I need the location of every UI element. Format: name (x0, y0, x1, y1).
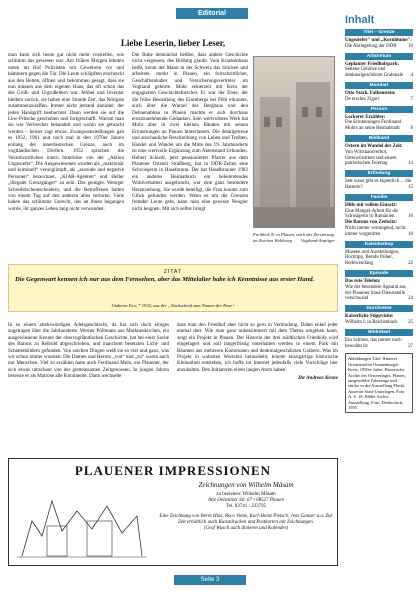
toc-entry[interactable] (345, 314, 413, 326)
historic-photo (253, 56, 335, 228)
quote-label: ZITAT (163, 269, 183, 275)
toc-section-7: Kaleidoskop (345, 241, 413, 248)
toc-section-4: Bildband (345, 135, 413, 142)
advert-line-5: (Graf Wusch auch dinieren und Kalender) (203, 526, 289, 532)
toc-entry[interactable] (345, 203, 413, 220)
toc-entry-heading: Ungeziefer" und „Kornblume": (345, 38, 412, 43)
toc-entry-page: 4 (410, 73, 413, 79)
toc-entry-text: De erschte Zigarr (345, 96, 380, 102)
toc-entry-heading: Kaiserliche Stippvisite: (345, 314, 394, 320)
editorial2-col-1: In so einem altehrwürdigen Adelsgeschlecht, da hat sich doch einiges zugetragen über die Jahrhunderte. Werner Pöllmann aus Markneukirchen, ein ausgewiesener Kenner der obervogtländischen Geschichte, hat bei einer Sache des Barons zu Reibold abgeschrieben, und manchem besetzten Licht- und Schattenbildern gefunden. Von solchen Dingen weiß sie so viel und ganz, was wir schon immer wussten: Die Damen und Herren „von“ und „zu“ waren auch nur Menschen. Viel zu erzählen hatte auch Ferdinand Mohr, ein Plauener, der sich etwas umschaut von der gemeinsamen Zeitgenossen. In jungen Jahren bereiste er als Matrose alle Kontinente. Dann wechselte (8, 322, 169, 380)
toc-entry-heading: Ostern im Wandel der Zeit: (345, 143, 403, 149)
town-sketch-icon (17, 481, 147, 563)
toc-entry[interactable] (345, 179, 413, 191)
building-sketch-icon (254, 57, 335, 228)
advertisement (8, 458, 338, 566)
toc-entry[interactable] (345, 250, 413, 267)
toc-entry-text: Wie der besondere Apparat aus der Plauener Stasi-Dienststelle verschwand (345, 284, 406, 302)
toc-entry-page: 10 (408, 43, 413, 49)
editorial-columns (8, 52, 248, 212)
toc-entry[interactable] (345, 115, 413, 132)
toc-section-2: Mundart (345, 82, 413, 89)
toc-entry-page: 16 (408, 214, 413, 220)
toc-entry-page: 27 (408, 343, 413, 349)
toc-section-3: Person (345, 106, 413, 113)
toc-entry-heading: Lockerer Erzähler: (345, 114, 386, 120)
editorial-col-1: man kann sich heute gar nicht mehr vorstellen, wie schlimm das gewesen war: Am frühen Morgen lehnten unten im Hof Polizisten mit Gewehren vor und hämmern gegen die Tür. Die Leute schlüpften erschreckt aus den Betten, öffnen und bekommen gesagt, dass sie nun müssen aus dem eigenen Haus, das oft schon das der Groß- und Urgroßeltern war. Möbel und Inventar bleiben zurück, sie haben eine Stunde Zeit, das Nötigste zusammenzuraffen. Immer nicht jemand darunter, der jeden Handgriff beobachtet. Dann werden sie auf die Lkw-Pritsche geschoben und fortgeschafft. Warum man sie wie Verbrecher behandelt und wohin sie gebracht werden – keiner sagt etwas. Zwangsumsiedlungen gab es 1952, 1961 und noch mal in den 1970er Jahren entlang der innerdeutschen Grenze, auch im vogtländischen Dörfern. 1952 sprachen die Verantwortlichen intern bitterböse von der „Aktion Ungeziefer“. Die Ausgewiesenen wurden als „reaktionär und kriminell“ verunglimpft, als „asoziale und negative Personen“ bezeichnet, „KIAR-Agenten“ und Heller „illegaler Grenzgänger“ zu sein. Das genügte. Weniger Schreibtischentscheidern, und die Betroffenen hatten von einem Tag auf den anderen alles verloren. Viele haben das schlimme Unrecht, das an ihnen begangen wurde, ihr ganzes Leben lang nicht verwunden. (8, 52, 124, 212)
editorial2-col-2 (177, 322, 338, 382)
advert-line-2: Alte Oelsnitzer Str. 67 • 08527 Plauen (207, 498, 285, 504)
toc-entry-page: 25 (408, 319, 413, 325)
toc-entry-text: Seit wann gibt es eigentlich ... die Batterie? (345, 179, 412, 190)
advert-line-4: Eine Zeichnung von Bernt Hinz, Reco Vomé, Karl-Heinz Pietsch, Jens Ganzer u.a. Zur Zeit erhältlich auch Kunstdrucken und Postkarten mit Zeichnungen. (159, 513, 333, 525)
photo-caption (253, 232, 335, 243)
toc-entry-heading: Hilfe mit vollem Einsatz: (345, 202, 398, 208)
toc-section-10: Bildrätsel (345, 329, 413, 336)
toc-image-credits: Abbildungen Titel: Hinterer Grenzstreifen Oranienburger Kreis, 1950er Jahre. Historische Archiv des Ortsverlages, Plauen, ausgewählte Fahrzeuge und -stücke in der Ausstellung Flucht Ausreise Stasi-Unterlagen. Foto: A. S. 18: Bilder Archiv, Ausstellung, Foto: Denkschrift, 1950 (345, 353, 413, 413)
toc-section-1: Arboretum (345, 53, 413, 60)
toc-section-5: Erfindung (345, 170, 413, 177)
toc-entry-heading: Das rote Telefon: (345, 278, 381, 284)
advert-title: PLAUENER IMPRESSIONEN (74, 463, 272, 478)
toc-entry-text: Ein Schloss, das immer noch bewohnt ist (345, 337, 402, 349)
toc-section-0: Titel – Grenze (345, 29, 413, 36)
photo-image (253, 56, 335, 228)
toc-title: Inhalt (345, 14, 375, 26)
toc-entry-page: 24 (408, 296, 413, 302)
toc-list (345, 29, 413, 349)
quote-box (8, 264, 338, 312)
toc-entry-text: Die Erinnerungen Ferdinand Mohrs an seine Heimatstadt (345, 120, 401, 132)
quote-source: Umberto Eco, * 1932, aus der „Nachschrift zum Namen der Rose“ (111, 303, 235, 308)
toc-entry-text: Wilhelm I. in Reichenbach (345, 319, 398, 325)
toc-entry-text: Museen und Ausstellungen, Buchtipp, Berufe früher, Redewendung (345, 249, 400, 267)
editorial-col-2: Die Ruhe demnächst heißen, dass andere Geschichte nicht vergessen, des Bildung glaubt. Vom Krankenhaus heißt, kennt der Mann in der Schweiz das Stücken und arbeitete, merkt in Plauen, ein fortschrittlicher, Geschäftsinhaber und Versicherungsvertreter im Vogtland gehörte. Mohr seinerzeit mit Kern der engagierten Geschichtsforscher. Er war der Erste, der die frühe Besiedlung des Eisenbergs bei Pöhl erkannte, auch über die Wurzel des Bergbaus und den Dehnenabbau in Plauen machte er sich durchaus ernstzunehmende Gedanken. Sein wertvollstes Werk hat Mohr aber in zwei kleinen Bänden mit seinen Erinnerungen an Plauen hinterlassen. Die detailgetreue und anschauliche Beschreibung von Leben und Treiben, Handel und Wandel um die Mitte des 19. Jahrhunderts ist eine wertvolle Ergänzung zum Aktenstand Urkunden. Hubert Schiedl, jetzt pensionierter Pfarrer aus dem Plauener Ortsteil Straßberg, hat in DDR-Zeiten eine Schwiegerin in Haselbrunn. Der hat Haselbrunner 1982 ein anderes Heimatbuch ein beleumdendes Wohlverhalten ausgebracht, war eine ganz besondere Heranziehung. Sie wurde beteiligt, die Frau konnte zum Glück gefunden werden. Wenn es um die Grenzen fremder Leute geht, kann man eine gewisse Neugier nicht leugnen. Mit sich selbst bringt (132, 52, 248, 212)
signature: Ihr Andreas Krone (298, 375, 338, 382)
toc-section-9: Durchreise (345, 305, 413, 312)
toc-entry[interactable] (345, 338, 413, 350)
quote-text: Die Gegenwart kennen ich nur aus dem Fernsehen, aber das Mittelalter habe ich Kenntnisse aus erster Hand. (15, 276, 315, 283)
toc-section-6: Familie (345, 194, 413, 201)
page-number: Seite 3 (174, 575, 246, 585)
toc-entry-page: 8 (410, 126, 413, 132)
section-header: Editorial (176, 8, 248, 19)
photo-caption-text: Freiblick N. in Plauen, nach der Zerstörung im Zweiten Weltkrieg (253, 232, 334, 243)
table-of-contents (345, 14, 413, 413)
toc-entry-page: 14 (408, 161, 413, 167)
toc-entry-heading: Die Barone von Zedwitz: (345, 220, 397, 226)
toc-entry[interactable] (345, 38, 413, 50)
toc-entry-page: 15 (408, 184, 413, 190)
advert-line-1: zu beziehen: Wilhelm Mäsam (216, 492, 276, 497)
toc-entry[interactable] (345, 279, 413, 302)
editorial2-col-2-text: dass man den Friedhof aber nicht so gern in Verbindung. Dabei enkel jeder einmal dort. Wie man ganz unbekümmert mit dem Thema umgehen kann, zeigt ein Projekt in Plauen. Der Historie der drei städtischen Friedhöfe wird eingelagert und soll längerfristig unterhalten werden in einem Park mit Bäumen aus mehreren Kommunen und denkmalgeschützten Gräbern. Was im Projekt in wahrsten Wortsinn heraushebt, könnte einzigartige historische Kleinarbeit entstehen, ich hoffe im Internet jedenfalls viele Vorschläge hier anzuhalten. Den Initiatoren einen langen Atem haben. (177, 322, 338, 373)
toc-entry-text: Eine Mangel-Arbeit für die Schwägerin in Rumänien (345, 208, 399, 220)
toc-entry-page: 7 (410, 96, 413, 102)
toc-entry[interactable] (345, 91, 413, 103)
toc-entry[interactable] (345, 62, 413, 79)
toc-section-8: Episode (345, 270, 413, 277)
advert-subtitle: Zeichnungen von Wilhelm Mäsam (198, 481, 294, 489)
toc-entry-text: Von Wirtshausverbot, Osterwürdchen und einem patriotischen Feiertag (345, 149, 397, 167)
toc-entry-text: Nicht immer vermögend, nicht immer vorgeritten (345, 225, 406, 237)
advert-text (157, 481, 335, 532)
toc-entry[interactable] (345, 220, 413, 237)
toc-entry-text: Die Abriegelung der DDR (345, 43, 397, 49)
photo-credit: Vogtland-Anzeiger (300, 237, 335, 243)
toc-entry-page: 22 (408, 261, 413, 267)
editorial-columns-2 (8, 322, 338, 382)
editorial-title: Liebe Leserin, lieber Leser, (120, 38, 226, 48)
toc-entry-heading: Geplanter Friedhofspark: (345, 61, 400, 67)
advert-line-3: Tel. 03741 / 223795 (225, 504, 267, 510)
toc-entry-heading: Otto Stark, Falkenstein: (345, 90, 396, 96)
toc-entry-text: Seltene Gehölze und denkmalgeschützte Grabmale (345, 67, 403, 79)
toc-entry-page: 18 (408, 231, 413, 237)
toc-entry[interactable] (345, 144, 413, 167)
